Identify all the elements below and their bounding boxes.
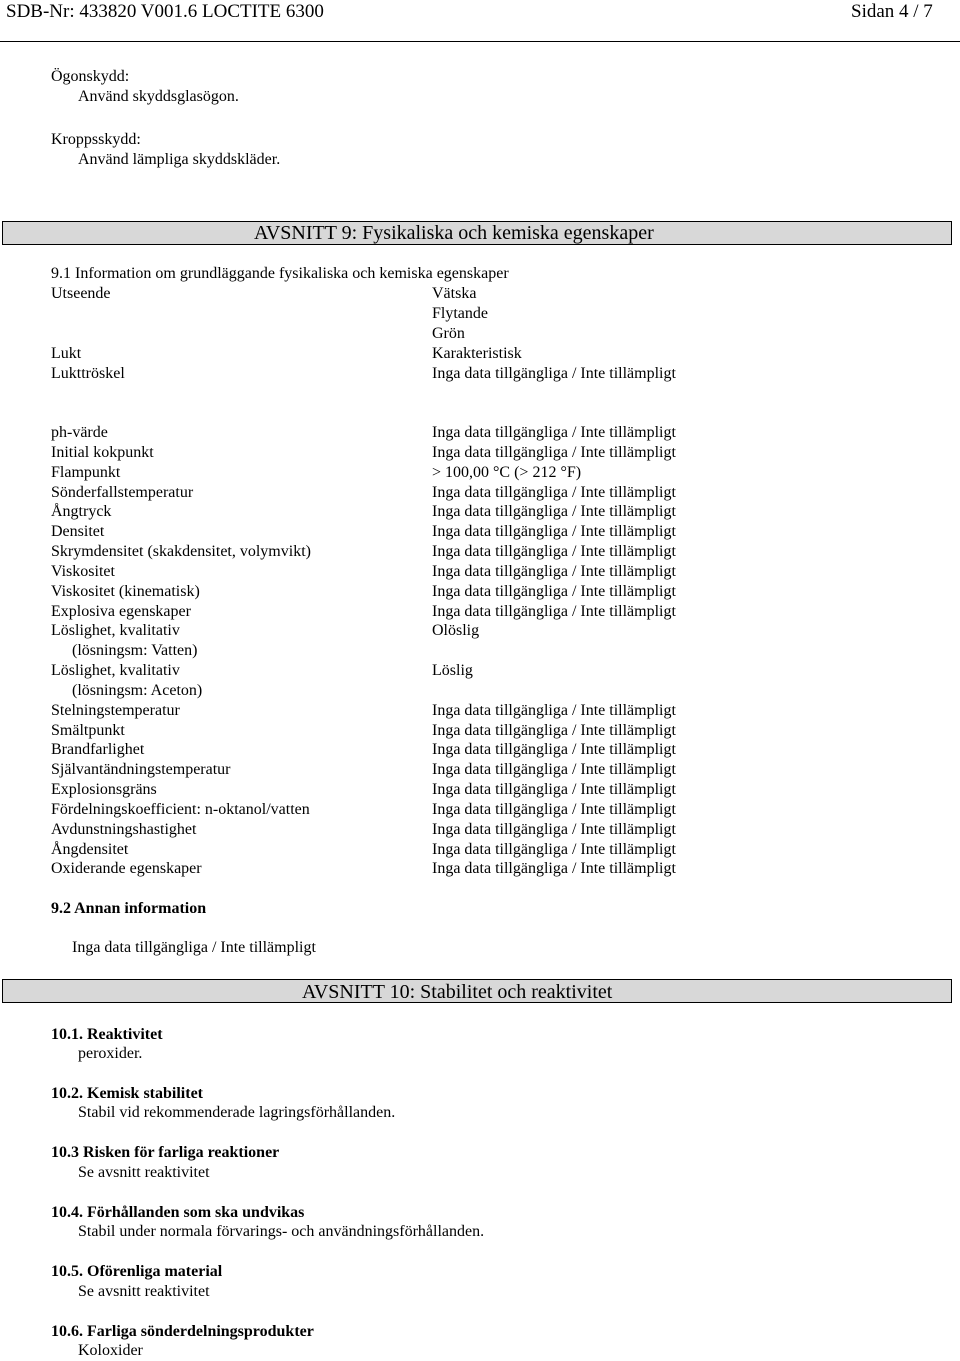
property-value: Inga data tillgängliga / Inte tillämpligt	[432, 801, 676, 818]
property-value: Inga data tillgängliga / Inte tillämpligt	[432, 563, 676, 580]
subsection-text: Se avsnitt reaktivitet	[78, 1164, 210, 1181]
document-id: SDB-Nr: 433820 V001.6 LOCTITE 6300	[6, 1, 324, 22]
section-10-title: AVSNITT 10: Stabilitet och reaktivitet	[302, 981, 613, 1003]
property-value: Olöslig	[432, 622, 480, 639]
odor-threshold-label: Lukttröskel	[51, 365, 125, 382]
property-label: Smältpunkt	[51, 722, 125, 739]
property-value: Löslig	[432, 662, 473, 679]
property-value: Inga data tillgängliga / Inte tillämpligt	[432, 860, 676, 877]
property-label: Sönderfallstemperatur	[51, 484, 194, 501]
eye-protection-text: Använd skyddsglasögon.	[78, 88, 239, 105]
subsection-9-1-title: 9.1 Information om grundläggande fysikaliska och kemiska egenskaper	[51, 265, 509, 282]
page-number: Sidan 4 / 7	[851, 1, 933, 22]
property-value: Inga data tillgängliga / Inte tillämpligt	[432, 603, 676, 620]
appearance-value: Vätska	[432, 285, 477, 302]
property-value: Inga data tillgängliga / Inte tillämpligt	[432, 702, 676, 719]
header-rule	[0, 41, 960, 42]
property-label: ph-värde	[51, 424, 108, 441]
property-label: Viskositet (kinematisk)	[51, 583, 200, 600]
property-value: Inga data tillgängliga / Inte tillämpligt	[432, 484, 676, 501]
property-value: Inga data tillgängliga / Inte tillämpligt	[432, 821, 676, 838]
property-label: Löslighet, kvalitativ	[51, 662, 180, 679]
eye-protection-label: Ögonskydd:	[51, 68, 130, 85]
subsection-text: Stabil vid rekommenderade lagringsförhållanden.	[78, 1104, 396, 1121]
property-label: Densitet	[51, 523, 105, 540]
property-value: Inga data tillgängliga / Inte tillämpligt	[432, 781, 676, 798]
property-label: (lösningsm: Vatten)	[72, 642, 198, 659]
property-label: Viskositet	[51, 563, 115, 580]
property-label: Avdunstningshastighet	[51, 821, 197, 838]
appearance-value: Grön	[432, 325, 465, 342]
property-value: Inga data tillgängliga / Inte tillämpligt	[432, 583, 676, 600]
property-label: Skrymdensitet (skakdensitet, volymvikt)	[51, 543, 311, 560]
property-label: Oxiderande egenskaper	[51, 860, 202, 877]
property-label: Ångtryck	[51, 503, 112, 520]
property-label: Explosionsgräns	[51, 781, 157, 798]
property-value: Inga data tillgängliga / Inte tillämpligt	[432, 841, 676, 858]
subsection-text: Se avsnitt reaktivitet	[78, 1283, 210, 1300]
subsection-text: Stabil under normala förvarings- och användningsförhållanden.	[78, 1223, 485, 1240]
subsection-heading: 10.4. Förhållanden som ska undvikas	[51, 1204, 305, 1221]
property-label: Explosiva egenskaper	[51, 603, 191, 620]
subsection-heading: 10.3 Risken för farliga reaktioner	[51, 1144, 280, 1161]
property-label: Brandfarlighet	[51, 741, 145, 758]
property-value: > 100,00 °C (> 212 °F)	[432, 464, 582, 481]
property-label: Löslighet, kvalitativ	[51, 622, 180, 639]
section-9-title: AVSNITT 9: Fysikaliska och kemiska egenskaper	[254, 222, 654, 244]
property-value: Inga data tillgängliga / Inte tillämpligt	[432, 722, 676, 739]
property-value: Inga data tillgängliga / Inte tillämpligt	[432, 424, 676, 441]
subsection-heading: 10.1. Reaktivitet	[51, 1026, 163, 1043]
property-value: Inga data tillgängliga / Inte tillämpligt	[432, 543, 676, 560]
property-value: Inga data tillgängliga / Inte tillämpligt	[432, 444, 676, 461]
property-value: Inga data tillgängliga / Inte tillämpligt	[432, 503, 676, 520]
odor-label: Lukt	[51, 345, 82, 362]
odor-value: Karakteristisk	[432, 345, 522, 362]
subsection-heading: 10.6. Farliga sönderdelningsprodukter	[51, 1323, 314, 1340]
property-label: (lösningsm: Aceton)	[72, 682, 203, 699]
property-value: Inga data tillgängliga / Inte tillämpligt	[432, 761, 676, 778]
property-label: Ångdensitet	[51, 841, 129, 858]
property-value: Inga data tillgängliga / Inte tillämpligt	[432, 741, 676, 758]
subsection-9-2-title: 9.2 Annan information	[51, 900, 207, 917]
body-protection-text: Använd lämpliga skyddskläder.	[78, 151, 281, 168]
property-value: Inga data tillgängliga / Inte tillämpligt	[432, 523, 676, 540]
subsection-text: Koloxider	[78, 1342, 143, 1359]
property-label: Självantändningstemperatur	[51, 761, 231, 778]
subsection-text: peroxider.	[78, 1045, 143, 1062]
other-information-text: Inga data tillgängliga / Inte tillämpligt	[72, 939, 316, 956]
body-protection-label: Kroppsskydd:	[51, 131, 141, 148]
property-label: Fördelningskoefficient: n-oktanol/vatten	[51, 801, 310, 818]
odor-threshold-value: Inga data tillgängliga / Inte tillämpligt	[432, 365, 676, 382]
property-label: Flampunkt	[51, 464, 121, 481]
appearance-value: Flytande	[432, 305, 488, 322]
appearance-label: Utseende	[51, 285, 111, 302]
subsection-heading: 10.5. Oförenliga material	[51, 1263, 223, 1280]
subsection-heading: 10.2. Kemisk stabilitet	[51, 1085, 203, 1102]
property-label: Stelningstemperatur	[51, 702, 180, 719]
property-label: Initial kokpunkt	[51, 444, 154, 461]
